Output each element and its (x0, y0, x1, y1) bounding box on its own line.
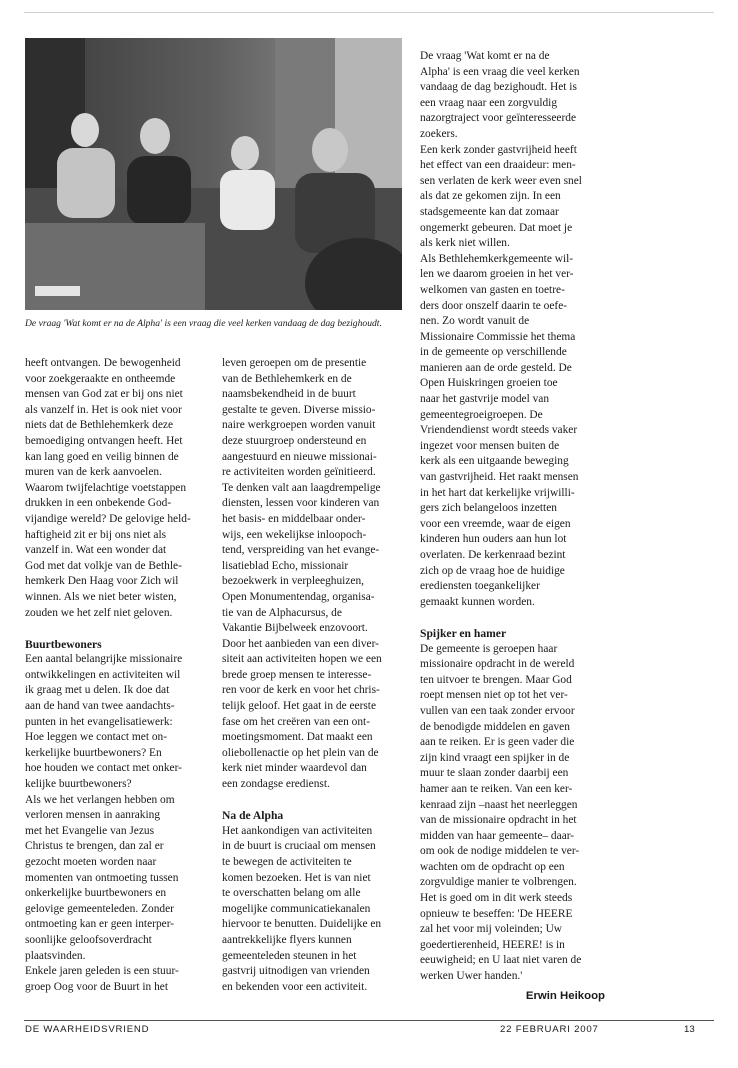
text-line: ontwikkelingen en activiteiten wil (25, 668, 181, 681)
text-line: komen bezoeken. Het is van niet (222, 871, 371, 884)
text-line: hemkerk Den Haag voor Zich wil (25, 575, 179, 588)
text-line: gemaakt kunnen worden. (420, 595, 535, 608)
text-line: soonlijke geloofsoverdracht (25, 933, 152, 946)
group-photo-image (25, 38, 402, 310)
text-line: lisatieblad Echo, missionair (222, 559, 349, 572)
text-line: Als we het verlangen hebben om (25, 793, 175, 806)
text-line: Open Huiskringen groeien toe (420, 377, 558, 390)
text-line: als kerk niet willen. (420, 237, 510, 250)
text-line: om ook de nodige middelen te ver- (420, 845, 580, 858)
text-line: Vakantie Bijbelweek enzovoort. (222, 622, 368, 635)
text-line: gemeenteleden steunen in het (222, 949, 357, 962)
text-line: tend, verspreiding van het evange- (222, 544, 380, 557)
text-line: re activiteiten worden geïnitieerd. (222, 466, 376, 479)
text-line: wachten om de opdracht op een (420, 860, 565, 873)
text-line: aantrekkelijke flyers kunnen (222, 933, 352, 946)
column-3 (420, 49, 605, 1004)
paragraph (25, 356, 213, 621)
text-line: kinderen hun ouders aan hun lot (420, 533, 567, 546)
text-line: als vanzelf in. Het is ook niet voor (25, 403, 182, 416)
author-name: Erwin Heikoop (525, 989, 605, 1002)
text-line: winnen. Als we niet beter wisten, (25, 590, 177, 603)
text-line: hamer aan te reiken. Van een ker- (420, 782, 573, 795)
text-line: Waarom twijfelachtige voetstappen (25, 481, 187, 494)
text-line: bezoekwerk in verpleeghuizen, (222, 575, 364, 588)
text-line: hoe houden we contact met onker- (25, 762, 182, 775)
text-line: aangestuurd en nieuwe missionai- (222, 450, 377, 463)
text-line: mogelijke communicatiekanalen (222, 902, 371, 915)
text-line: zoekers. (420, 127, 458, 140)
footer-rule (24, 1020, 714, 1021)
text-line: naire werkgroepen worden vanuit (222, 419, 376, 432)
text-line: voor zoekgeraakte en ontheemde (25, 372, 176, 385)
text-line: kenraad zijn –naast het neerleggen (420, 798, 578, 811)
text-line: als dat ze gekomen zijn. In een (420, 190, 561, 203)
text-line: in de gemeente op verschillende (420, 346, 567, 359)
text-line: in het hart dat kerkelijke vrijwilli- (420, 486, 575, 499)
text-line: zal het voor mij voleinden; Uw (420, 923, 563, 936)
text-line: ren voor de kerk en voor het chris- (222, 684, 380, 697)
top-rule (24, 12, 714, 13)
text-line: muren van de kerk aanvoelen. (25, 466, 162, 479)
text-line: goedertierenheid, HEERE! is in (420, 938, 565, 951)
text-line: sen verlaten de kerk weer even snel (420, 174, 582, 187)
text-line: gezocht moeten worden naar (25, 856, 157, 868)
text-line: oliebollenactie op het plein van de (222, 746, 379, 759)
section-heading-na-de-alpha: Na de Alpha (222, 809, 284, 823)
text-line: in de buurt is cruciaal om mensen (222, 840, 376, 853)
text-line: gastvrij uitnodigen van vrienden (222, 965, 370, 978)
text-line: van de Bethlehemkerk en de (222, 372, 352, 385)
text-line: de benodigde middelen en gaven (420, 720, 570, 733)
section-heading-buurtbewoners: Buurtbewoners (25, 637, 102, 651)
text-line: nen. Zo wordt vanuit de (420, 315, 530, 328)
text-line: God met dat volkje van de Bethle- (25, 559, 182, 572)
text-line: fase om het creëren van een ont- (222, 715, 371, 728)
column-1 (25, 356, 213, 995)
text-line: naamsbekendheid in de buurt (222, 388, 356, 401)
text-line: gelovige gemeenteleden. Zonder (25, 902, 174, 915)
text-line: een vraag naar een zorgvuldig (420, 96, 558, 109)
paragraph (222, 356, 407, 793)
text-line: len we daarom groeien in het ver- (420, 268, 574, 281)
text-line: zorgvuldige manier te volbrengen. (420, 876, 577, 889)
paragraph (420, 642, 605, 985)
text-line: drukken in een onbekende God- (25, 497, 172, 510)
text-line: Enkele jaren geleden is een stuur- (25, 965, 179, 978)
text-line: kan lang goed en veilig binnen de (25, 450, 179, 463)
photo-caption: De vraag 'Wat komt er na de Alpha' is een vraag die veel kerken vandaag de dag bezighoudt. (25, 318, 382, 329)
text-line: moetingsmoment. Dat maakt een (222, 731, 373, 744)
text-line: ik graag met u delen. Ik doe dat (25, 684, 170, 697)
text-line: gestalte te geven. Diverse missio- (222, 403, 376, 416)
text-line: niets dat de Bethlehemkerk deze (25, 419, 174, 432)
text-line: De vraag 'Wat komt er na de (420, 50, 550, 62)
text-line: en bekenden voor een activiteit. (222, 980, 368, 993)
column-2 (222, 356, 407, 995)
text-line: deze stuurgroep ondersteund en (222, 434, 367, 447)
text-line: aan te reiken. Er is geen vader die (420, 736, 575, 749)
text-line: voor een vreemde, waar de eigen (420, 517, 571, 530)
text-line: van de missionaire opdracht in het (420, 814, 577, 827)
text-line: Alpha' is een vraag die veel kerken (420, 65, 580, 78)
text-line: zijn kind vraagt een spijker in de (420, 751, 570, 764)
text-line: haftigheid zit er bij ons niet als (25, 528, 167, 541)
text-line: Missionaire Commissie het thema (420, 330, 576, 343)
text-line: Open Monumentendag, organisa- (222, 590, 375, 603)
text-line: De gemeente is geroepen haar (420, 642, 558, 655)
text-line: telijk geloof. Het gaat in de eerste (222, 700, 377, 713)
paragraph (222, 824, 407, 996)
text-line: punten in het evangelisatiewerk: (25, 715, 173, 728)
text-line: vandaag de dag bezighoudt. Het is (420, 81, 577, 94)
text-line: groep Oog voor de Buurt in het (25, 980, 168, 993)
text-line: tie van de Alphacursus, de (222, 606, 342, 619)
text-line: zich op de vraag hoe de huidige (420, 564, 565, 577)
text-line: opnieuw te beseffen: 'De HEERE (420, 907, 573, 920)
text-line: gemeentegroeigroepen. De (420, 408, 543, 421)
paragraph (420, 49, 605, 610)
text-line: kerkelijke buurtbewoners? En (25, 746, 162, 759)
section-heading-spijker-en-hamer: Spijker en hamer (420, 626, 507, 640)
text-line: erediensten toegankelijker (420, 580, 540, 593)
text-line: Het is goed om in dit werk steeds (420, 892, 573, 905)
text-line: Hoe leggen we contact met on- (25, 731, 168, 744)
text-line: muur te slaan zonder daarbij een (420, 767, 569, 780)
text-line: gers zich belangeloos inzetten (420, 502, 557, 515)
text-line: mensen van God zat er bij ons niet (25, 388, 183, 401)
text-line: missionaire opdracht in de wereld (420, 658, 575, 671)
publication-name: DE WAARHEIDSVRIEND (25, 1024, 150, 1035)
group-photo (25, 38, 402, 310)
text-line: ingezet voor mensen buiten de (420, 439, 560, 452)
text-line: Een aantal belangrijke missionaire (25, 653, 183, 666)
text-line: van gastvrijheid. Het raakt mensen (420, 471, 579, 484)
text-line: vullen van een taak zonder ervoor (420, 704, 575, 717)
text-line: eeuwigheid; en U laat niet varen de (420, 954, 582, 967)
text-line: onkerkelijke buurtbewoners en (25, 887, 167, 900)
text-line: zouden we het zelf niet geloven. (25, 606, 173, 619)
text-line: wijs, een wekelijkse inloopoch- (222, 528, 367, 541)
text-line: Het aankondigen van activiteiten (222, 824, 373, 837)
page-number: 13 (684, 1024, 695, 1035)
text-line: Als Bethlehemkerkgemeente wil- (420, 252, 574, 265)
text-line: Door het aanbieden van een diver- (222, 637, 379, 650)
text-line: overlaten. De kerkenraad bezint (420, 549, 566, 561)
text-line: vanzelf in. Wat een wonder dat (25, 544, 167, 557)
text-line: brede groep mensen te interesse- (222, 668, 372, 681)
text-line: vijandige wereld? De gelovige held- (25, 512, 191, 525)
text-line: siteit aan activiteiten hopen we een (222, 653, 382, 666)
text-line: bemoediging ontvangen heeft. Het (25, 434, 183, 447)
text-line: ontmoeting kan er geen interper- (25, 918, 175, 931)
text-line: roept mensen niet op tot het ver- (420, 689, 568, 702)
text-line: te bewegen de activiteiten te (222, 856, 352, 868)
paragraph (25, 652, 213, 995)
text-line: welkomen van gasten en toetre- (420, 283, 565, 296)
text-line: ten uitvoer te brengen. Maar God (420, 673, 572, 686)
text-line: stadsgemeente kan dat zomaar (420, 205, 559, 218)
text-line: Een kerk zonder gastvrijheid heeft (420, 143, 577, 156)
issue-date: 22 FEBRUARI 2007 (500, 1024, 599, 1035)
text-line: kelijke buurtbewoners? (25, 778, 132, 791)
text-line: ders door onszelf daarin te oefe- (420, 299, 568, 312)
text-line: Vriendendienst wordt steeds vaker (420, 424, 578, 437)
text-line: leven geroepen om de presentie (222, 357, 367, 369)
text-line: nazorgtraject voor geïnteresseerde (420, 112, 577, 125)
text-line: kerk als een uitgaande beweging (420, 455, 569, 468)
text-line: te overschatten belang om alle (222, 887, 361, 900)
text-line: hiervoor te benutten. Duidelijke en (222, 918, 382, 931)
text-line: kerk niet minder waardevol dan (222, 762, 367, 775)
text-line: midden van haar gemeente– daar- (420, 829, 575, 842)
text-line: het effect van een draaideur: men- (420, 159, 576, 172)
text-line: ongemerkt gebeuren. Dat moet je (420, 221, 573, 234)
text-line: momenten van ontmoeting tussen (25, 871, 179, 884)
text-line: Christus te brengen, dan zal er (25, 840, 164, 853)
text-line: verloren mensen in aanraking (25, 809, 161, 822)
text-line: aan de hand van twee aandachts- (25, 700, 175, 713)
text-line: Te denken valt aan laagdrempelige (222, 481, 381, 494)
text-line: diensten, lessen voor kinderen van (222, 497, 380, 510)
text-line: heeft ontvangen. De bewogenheid (25, 357, 181, 369)
text-line: werken Uwer handen.' (420, 970, 523, 983)
text-line: een zondagse eredienst. (222, 778, 330, 791)
text-line: manieren aan de orde gesteld. De (420, 361, 572, 374)
text-line: plaatsvinden. (25, 949, 86, 962)
text-line: met het Evangelie van Jezus (25, 824, 155, 837)
text-line: het basis- en middelbaar onder- (222, 512, 366, 525)
text-line: naar het gastvrije model van (420, 393, 550, 406)
